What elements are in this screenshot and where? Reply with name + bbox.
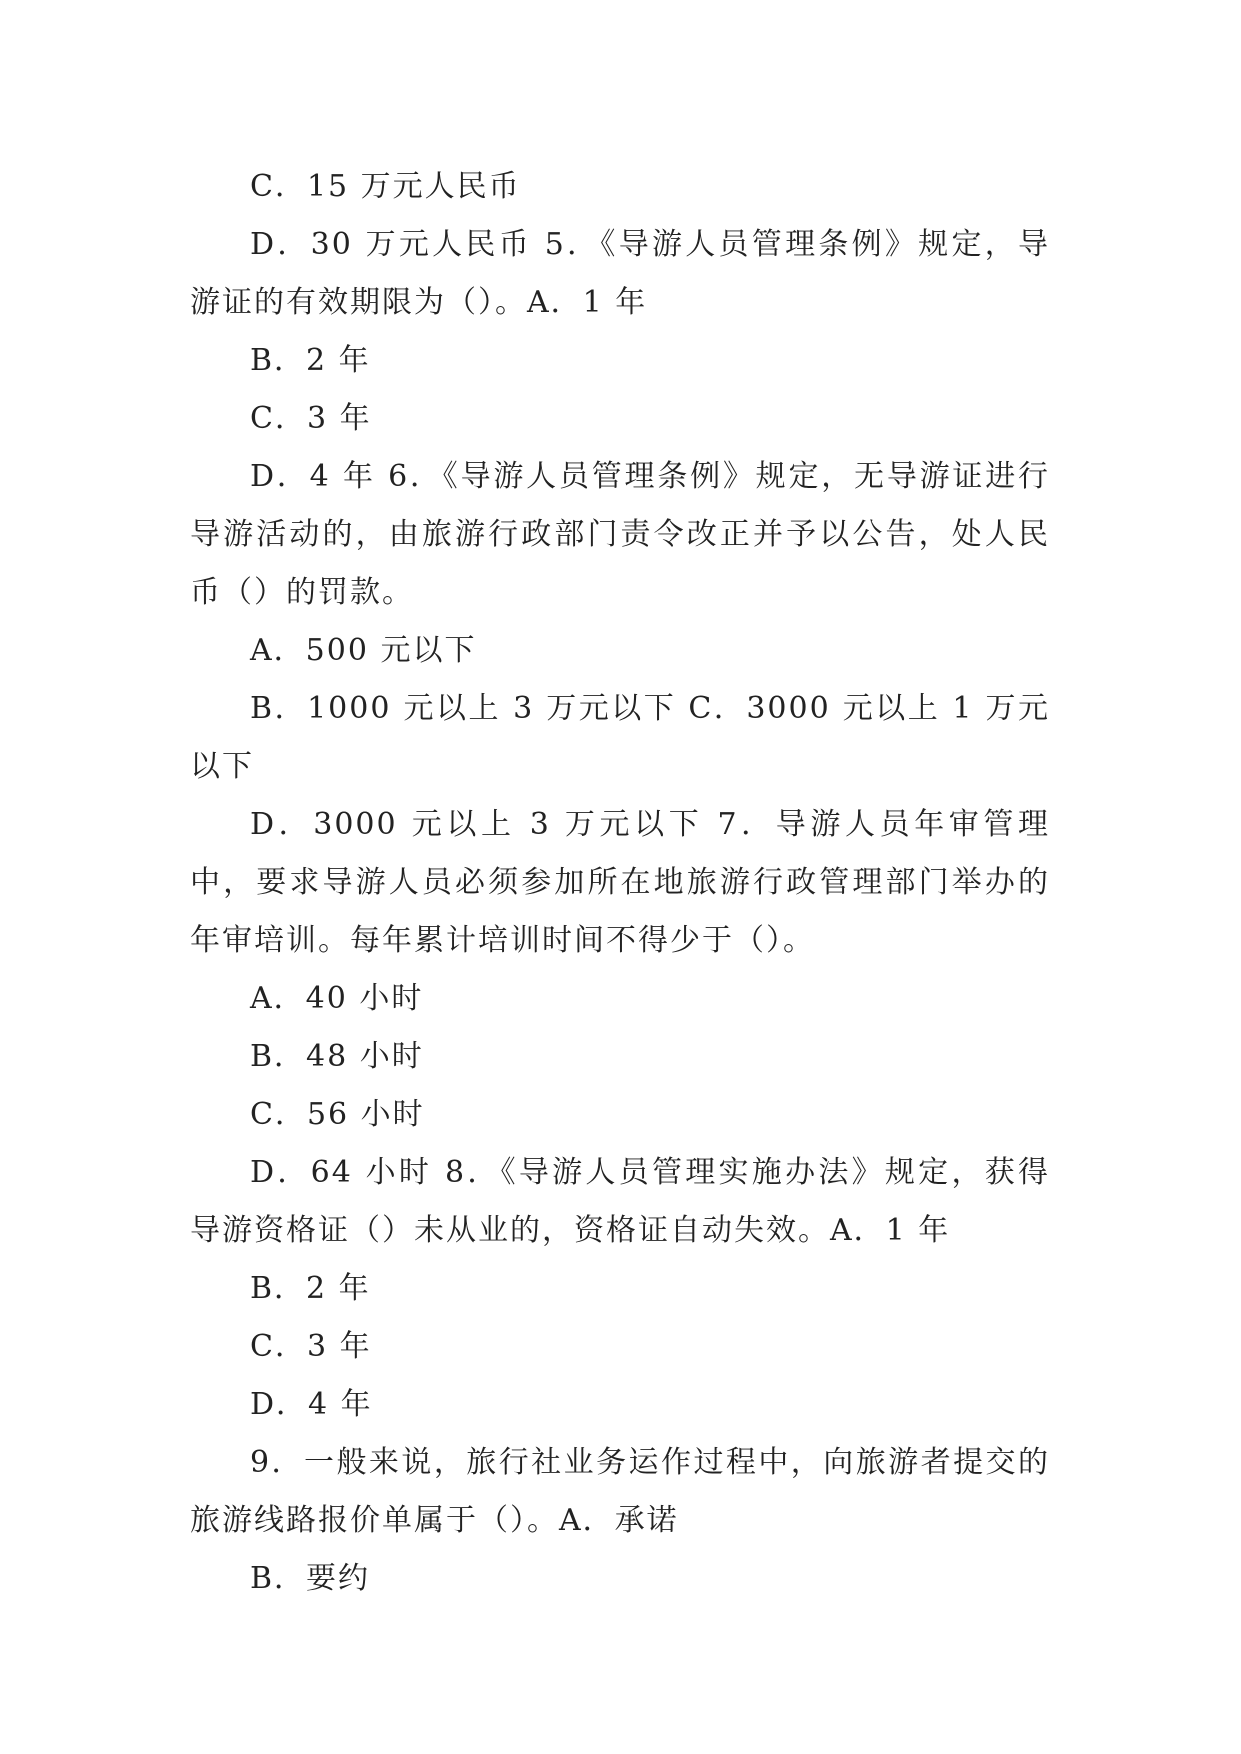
paragraph: A．40 小时: [250, 981, 424, 1016]
paragraph: C．56 小时: [250, 1097, 425, 1132]
paragraph: B．2 年: [250, 1271, 371, 1306]
paragraph: B．2 年: [250, 343, 371, 378]
paragraph: B．要约: [250, 1561, 371, 1596]
paragraph: C．15 万元人民币: [250, 169, 521, 204]
paragraph: C．3 年: [250, 401, 372, 436]
paragraph: 9．一般来说，旅行社业务运作过程中，向旅游者提交的旅游线路报价单属于（）。A．承诺: [190, 1445, 1050, 1538]
paragraph: C．3 年: [250, 1329, 372, 1364]
paragraph: D．4 年 6．《导游人员管理条例》规定，无导游证进行导游活动的，由旅游行政部门责令改正并予以公告，处人民币（）的罚款。: [190, 459, 1050, 610]
paragraph: A．500 元以下: [250, 633, 477, 668]
paragraph: B．48 小时: [250, 1039, 424, 1074]
document-body: [190, 158, 1050, 1608]
paragraph: D．4 年: [250, 1387, 373, 1422]
paragraph: B．1000 元以上 3 万元以下 C．3000 元以上 1 万元以下: [190, 691, 1050, 784]
paragraph: D．3000 元以上 3 万元以下 7．导游人员年审管理中，要求导游人员必须参加所在地旅游行政管理部门举办的年审培训。每年累计培训时间不得少于（）。: [190, 807, 1050, 958]
paragraph: D．30 万元人民币 5．《导游人员管理条例》规定，导游证的有效期限为（）。A．1 年: [190, 227, 1050, 320]
paragraph: D．64 小时 8．《导游人员管理实施办法》规定，获得导游资格证（）未从业的，资格证自动失效。A．1 年: [190, 1155, 1050, 1248]
